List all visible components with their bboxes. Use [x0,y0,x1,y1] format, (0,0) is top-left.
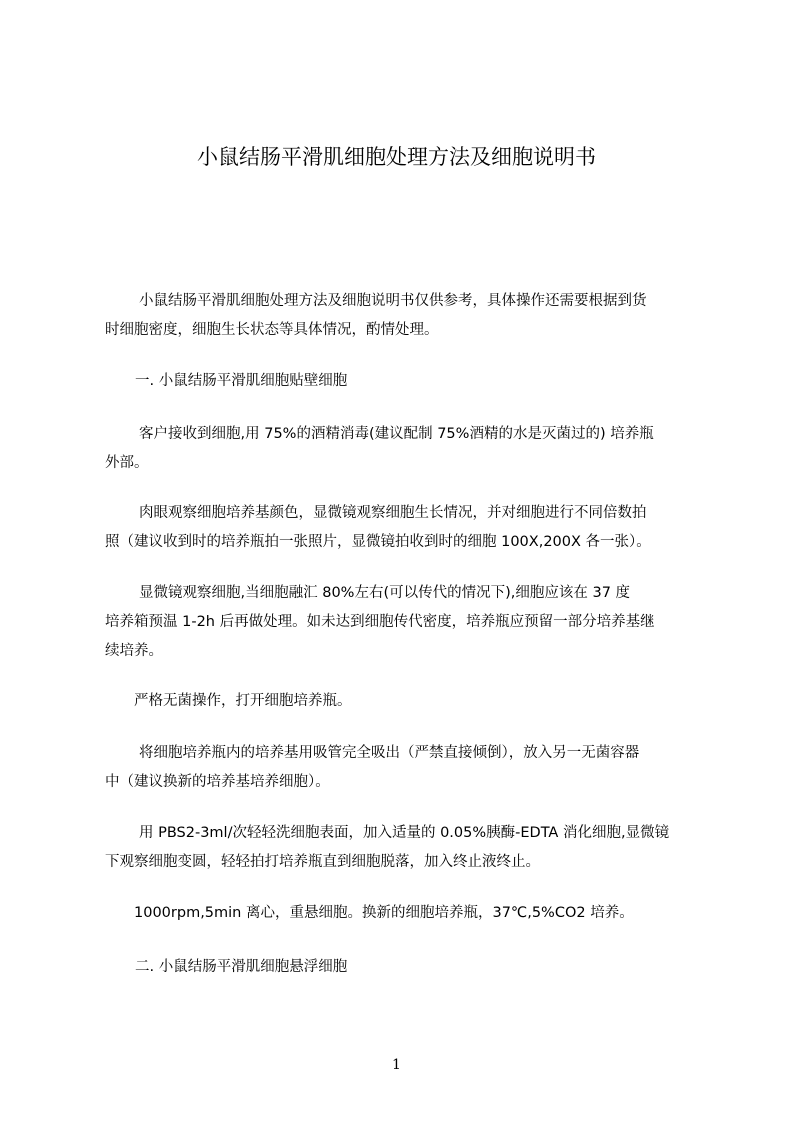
paragraph-remove-medium [105,739,705,797]
page-number: 1 [392,1057,401,1073]
text-line: 肉眼观察细胞培养基颜色，显微镜观察细胞生长情况，并对细胞进行不同倍数拍 [139,505,647,521]
text-line: 1000rpm,5min 离心，重悬细胞。换新的细胞培养瓶，37℃,5%CO2 培养。 [134,905,634,921]
text-line: 用 PBS2-3ml/次轻轻洗细胞表面，加入适量的 0.05%胰酶-EDTA 消化细胞,显微镜 [139,825,670,841]
text-line: 客户接收到细胞,用 75%的酒精消毒(建议配制 75%酒精的水是灭菌过的) 培养瓶 [139,426,654,442]
text-line: 严格无菌操作，打开细胞培养瓶。 [134,693,352,709]
section-heading-suspension [105,953,735,982]
section-heading-adherent [105,367,735,396]
heading-text: 一. 小鼠结肠平滑肌细胞贴壁细胞 [135,373,348,389]
text-line: 续培养。 [105,643,163,659]
text-line: 显微镜观察细胞,当细胞融汇 80%左右(可以传代的情况下),细胞应该在 37 度 [139,585,631,601]
intro-paragraph [105,287,705,345]
text-line: 外部。 [105,455,149,471]
heading-text: 二. 小鼠结肠平滑肌细胞悬浮细胞 [135,959,348,975]
paragraph-disinfect [105,420,705,478]
text-line: 时细胞密度，细胞生长状态等具体情况，酌情处理。 [105,322,439,338]
paragraph-confluence [105,579,705,666]
paragraph-wash-digest [105,819,705,877]
text-line: 照（建议收到时的培养瓶拍一张照片，显微镜拍收到时的细胞 100X,200X 各一张）。 [105,534,651,550]
page-title: 小鼠结肠平滑肌细胞处理方法及细胞说明书 [197,145,596,169]
paragraph-aseptic [105,687,705,716]
text-line: 将细胞培养瓶内的培养基用吸管完全吸出（严禁直接倾倒），放入另一无菌容器 [139,745,640,761]
text-line: 培养箱预温 1-2h 后再做处理。如未达到细胞传代密度，培养瓶应预留一部分培养基继 [105,614,655,630]
text-line: 中（建议换新的培养基培养细胞）。 [105,774,330,790]
text-line: 小鼠结肠平滑肌细胞处理方法及细胞说明书仅供参考，具体操作还需要根据到货 [139,293,647,309]
paragraph-observe [105,499,705,557]
paragraph-centrifuge [105,899,705,928]
text-line: 下观察细胞变圆，轻轻拍打培养瓶直到细胞脱落，加入终止液终止。 [105,854,540,870]
